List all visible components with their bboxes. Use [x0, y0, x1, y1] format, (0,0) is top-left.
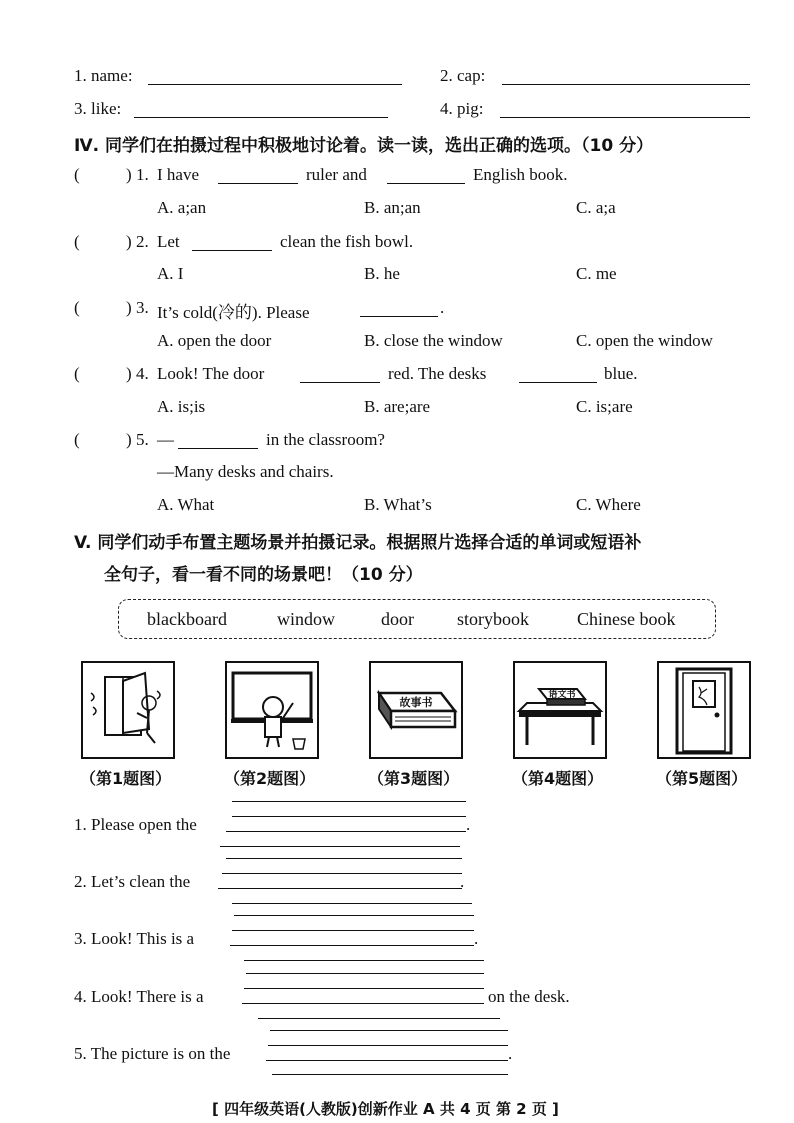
option-a[interactable]: A. a;an [157, 198, 207, 217]
picture-caption: （第5题图） [656, 769, 748, 788]
answer-paren-open[interactable]: ( [74, 165, 80, 184]
option-a[interactable]: A. open the door [157, 331, 272, 350]
sentence-start: 5. The picture is on the [74, 1044, 231, 1063]
answer-line[interactable] [134, 117, 388, 118]
writing-line [232, 801, 466, 802]
question-text: . [440, 298, 445, 317]
sentence-start: 3. Look! This is a [74, 929, 195, 948]
picture-window [81, 661, 175, 759]
writing-line [246, 973, 484, 974]
writing-line [232, 903, 472, 904]
blank-line[interactable] [360, 316, 438, 317]
blackboard-icon [227, 663, 317, 757]
question-number: 3. [136, 298, 149, 317]
option-b[interactable]: B. are;are [364, 397, 431, 416]
storybook-icon [371, 663, 461, 757]
chinese-book-icon [515, 663, 605, 757]
option-a[interactable]: A. What [157, 495, 215, 514]
item-label: 1. name: [74, 66, 133, 85]
word-bank-item: storybook [457, 609, 529, 629]
item-label: 3. like: [74, 99, 122, 118]
writing-line [220, 846, 460, 847]
blank-line[interactable] [218, 183, 298, 184]
question-text: Look! The door [157, 364, 265, 383]
storybook-label: 故事书 [399, 696, 433, 709]
writing-line [258, 1018, 500, 1019]
question-number: 1. [136, 165, 149, 184]
window-icon [83, 663, 173, 757]
answer-line[interactable] [502, 84, 750, 85]
item-label: 2. cap: [440, 66, 486, 85]
word-bank-item: door [381, 609, 414, 629]
writing-line [232, 816, 466, 817]
sentence-start: 2. Let’s clean the [74, 872, 191, 891]
answer-paren-close: ) [126, 364, 132, 383]
question-text: clean the fish bowl. [280, 232, 414, 251]
question-number: 2. [136, 232, 149, 251]
word-bank [118, 599, 716, 639]
writing-line[interactable] [218, 888, 462, 889]
writing-line [232, 930, 474, 931]
option-b[interactable]: B. What’s [364, 495, 432, 514]
word-bank-item: Chinese book [577, 609, 676, 629]
option-a[interactable]: A. I [157, 264, 184, 283]
page-footer: [ 四年级英语(人教版)创新作业 A 共 4 页 第 2 页 ] [212, 1100, 559, 1118]
question-number: 4. [136, 364, 149, 383]
question-text: red. The desks [388, 364, 487, 383]
picture-storybook [369, 661, 463, 759]
answer-line[interactable] [500, 117, 750, 118]
question-text: It’s cold(冷的). Please [157, 303, 310, 322]
answer-line[interactable] [148, 84, 402, 85]
blank-line[interactable] [178, 448, 258, 449]
picture-chinese-book [513, 661, 607, 759]
answer-paren-open[interactable]: ( [74, 430, 80, 449]
answer-paren-close: ) [126, 430, 132, 449]
item-label: 4. pig: [440, 99, 484, 118]
answer-paren-close: ) [126, 165, 132, 184]
sentence-start: 1. Please open the [74, 815, 197, 834]
picture-caption: （第4题图） [512, 769, 604, 788]
picture-caption: （第3题图） [368, 769, 460, 788]
writing-line[interactable] [230, 945, 474, 946]
writing-line[interactable] [226, 831, 466, 832]
blank-line[interactable] [192, 250, 272, 251]
option-b[interactable]: B. close the window [364, 331, 503, 350]
answer-paren-open[interactable]: ( [74, 232, 80, 251]
word-bank-item: blackboard [147, 609, 227, 629]
writing-line[interactable] [266, 1060, 508, 1061]
sentence-end: on the desk. [488, 987, 570, 1006]
option-c[interactable]: C. open the window [576, 331, 713, 350]
option-c[interactable]: C. Where [576, 495, 641, 514]
section-title: V. 同学们动手布置主题场景并拍摄记录。根据照片选择合适的单词或短语补 [74, 533, 642, 553]
question-text: — [157, 430, 174, 449]
blank-line[interactable] [387, 183, 465, 184]
question-text: English book. [473, 165, 568, 184]
option-c[interactable]: C. is;are [576, 397, 633, 416]
writing-line[interactable] [242, 1003, 484, 1004]
question-text: ruler and [306, 165, 367, 184]
answer-paren-close: ) [126, 232, 132, 251]
sentence-start: 4. Look! There is a [74, 987, 204, 1006]
sentence-end: . [474, 929, 479, 948]
writing-line [222, 873, 462, 874]
picture-door [657, 661, 751, 759]
answer-paren-close: ) [126, 298, 132, 317]
question-text: blue. [604, 364, 638, 383]
picture-caption: （第2题图） [224, 769, 316, 788]
writing-line [268, 1045, 508, 1046]
question-number: 5. [136, 430, 149, 449]
chinese-book-label: 语文书 [548, 690, 576, 700]
blank-line[interactable] [519, 382, 597, 383]
writing-line [226, 858, 462, 859]
question-reply: —Many desks and chairs. [157, 462, 334, 481]
word-bank-item: window [277, 609, 335, 629]
option-c[interactable]: C. me [576, 264, 617, 283]
writing-line [270, 1030, 508, 1031]
section-title-cont: 全句子，看一看不同的场景吧！（10 分） [104, 565, 423, 585]
question-text: in the classroom? [266, 430, 385, 449]
option-a[interactable]: A. is;is [157, 397, 206, 416]
picture-blackboard [225, 661, 319, 759]
writing-line [234, 915, 474, 916]
picture-caption: （第1题图） [80, 769, 172, 788]
door-icon [659, 663, 749, 757]
question-text: I have [157, 165, 200, 184]
sentence-end: . [508, 1044, 513, 1063]
section-title: Ⅳ. 同学们在拍摄过程中积极地讨论着。读一读，选出正确的选项。（10 分） [74, 136, 654, 156]
answer-paren-open[interactable]: ( [74, 298, 80, 317]
sentence-end: . [466, 815, 471, 834]
writing-line [272, 1074, 508, 1075]
writing-line [244, 960, 484, 961]
question-text: Let [157, 232, 180, 251]
option-c[interactable]: C. a;a [576, 198, 616, 217]
blank-line[interactable] [300, 382, 380, 383]
option-b[interactable]: B. an;an [364, 198, 421, 217]
option-b[interactable]: B. he [364, 264, 400, 283]
answer-paren-open[interactable]: ( [74, 364, 80, 383]
sentence-end: . [460, 872, 465, 891]
writing-line [244, 988, 484, 989]
